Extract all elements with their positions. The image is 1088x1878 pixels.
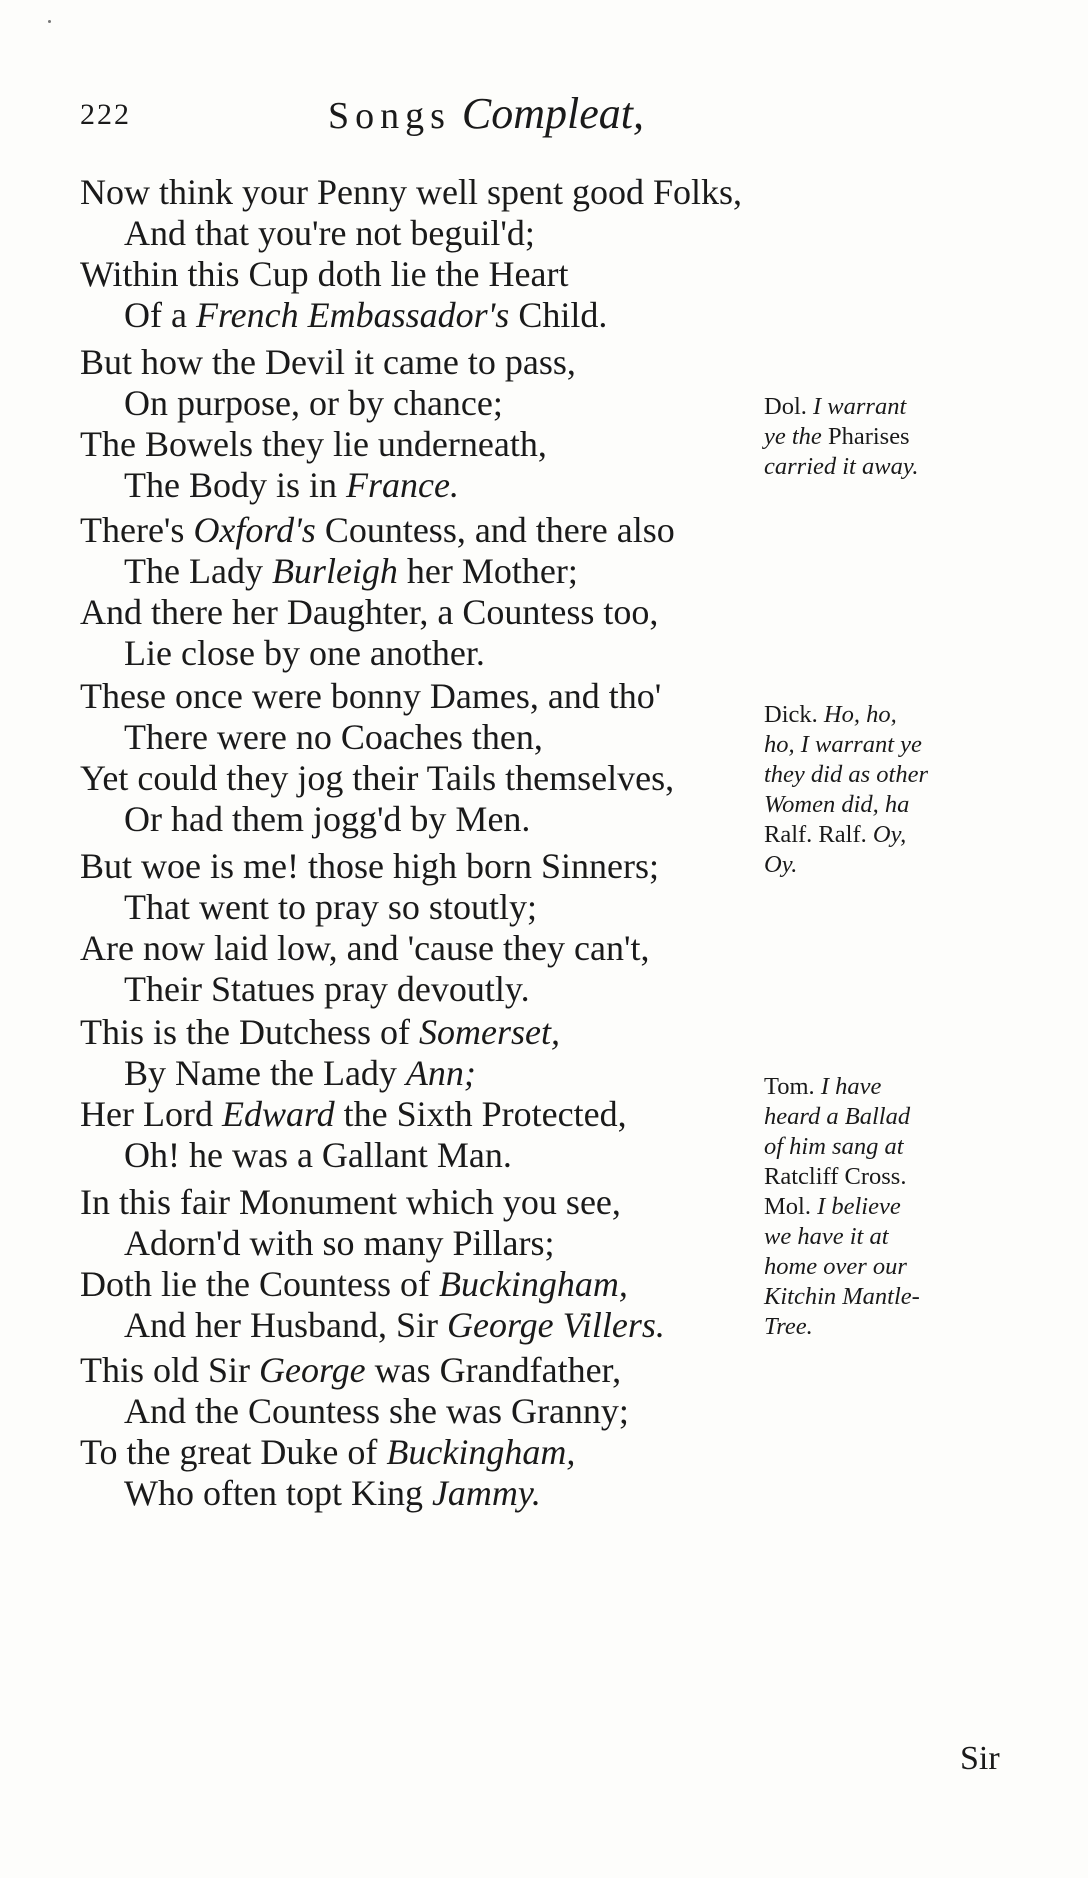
verse-line [80,424,780,465]
note-line [764,1222,1004,1252]
verse-text: Adorn'd with so many Pillars; [124,1223,555,1263]
verse-text: By Name the Lady [124,1053,406,1093]
note-italic-text: they did as other [764,761,928,788]
italic-text: Buckingham, [386,1432,576,1472]
note-line [764,392,1004,422]
verse-line [80,717,780,758]
verse-text: Who often topt King [124,1473,432,1513]
note-italic-text: Oy. [764,851,798,878]
note-line [764,1162,1004,1192]
note-line [764,1192,1004,1222]
verse-text: And the Countess she was Granny; [124,1391,629,1431]
verse-text: There's [80,510,194,550]
note-speaker: Pharises [821,423,910,450]
note-italic-text: home over our [764,1253,907,1280]
verse-text: The Lady [124,551,272,591]
verse-line [80,1135,780,1176]
verse-line [80,510,780,551]
verse-text: was Grandfather, [365,1350,622,1390]
italic-text: George [259,1350,366,1390]
stanza [80,510,780,674]
running-title [328,88,644,139]
note-speaker: Dol. [764,393,813,420]
verse-text: That went to pray so stoutly; [124,887,537,927]
italic-text: Buckingham, [438,1264,628,1304]
italic-text: Edward [221,1094,335,1134]
note-line [764,422,1004,452]
marginal-note [764,392,1004,482]
stanza [80,342,780,506]
note-italic-text: heard a Ballad [764,1103,911,1130]
verse-line [80,592,780,633]
note-speaker: Mol. [764,1193,818,1220]
verse-line [80,172,780,213]
page-number: 222 [80,98,131,131]
note-speaker: Ratcliff Cross. [764,1163,907,1190]
verse-line [80,551,780,592]
verse-line [80,1473,780,1514]
note-line [764,1282,1004,1312]
note-italic-text: we have it at [764,1223,889,1250]
verse-text: Doth lie the Countess of [80,1264,439,1304]
verse-line [80,1053,780,1094]
verse-text: Of a [124,295,196,335]
italic-text: George Villers. [446,1305,665,1345]
verse-line [80,1012,780,1053]
stanza [80,172,780,336]
note-italic-text: Oy, [872,821,907,848]
note-speaker: Tom. [764,1073,821,1100]
verse-text: Lie close by one another. [124,633,485,673]
note-line [764,820,1004,850]
note-speaker: Dick. [764,701,824,728]
verse-line [80,1432,780,1473]
running-title-italic: Compleat, [461,89,645,138]
note-italic-text: Tree. [764,1313,813,1340]
verse-text: In this fair Monument which you see, [80,1182,621,1222]
verse-text: Child. [509,295,608,335]
verse-line [80,846,780,887]
verse-text: her Mother; [397,551,578,591]
italic-text: France. [346,465,459,505]
verse-text: On purpose, or by chance; [124,383,503,423]
verse-text: Oh! he was a Gallant Man. [124,1135,512,1175]
verse-text: There were no Coaches then, [124,717,543,757]
verse-line [80,758,780,799]
note-line [764,790,1004,820]
verse-line [80,383,780,424]
verse-line [80,213,780,254]
note-line [764,452,1004,482]
verse-text: To the great Duke of [80,1432,387,1472]
running-title-caps: Songs [328,95,451,137]
verse-text: These once were bonny Dames, and tho' [80,676,662,716]
stanza [80,1182,780,1346]
verse-line [80,1223,780,1264]
note-italic-text: I have [820,1073,882,1100]
verse-text: Within this Cup doth lie the Heart [80,254,569,294]
stanza [80,846,780,1010]
verse-line [80,887,780,928]
italic-text: Burleigh [271,551,398,591]
note-line [764,700,1004,730]
verse-text: This is the Dutchess of [80,1012,419,1052]
note-italic-text: Ho, ho, [823,701,897,728]
verse-text: Her Lord [80,1094,222,1134]
verse-text: the Sixth Protected, [334,1094,627,1134]
note-line [764,760,1004,790]
verse-text: Countess, and there also [315,510,675,550]
verse-text: Yet could they jog their Tails themselves, [80,758,675,798]
note-italic-text: of him sang at [764,1133,904,1160]
verse-line [80,295,780,336]
verse-text: But how the Devil it came to pass, [80,342,576,382]
verse-text: The Bowels they lie underneath, [80,424,547,464]
italic-text: Oxford's [193,510,316,550]
verse-line [80,799,780,840]
italic-text: Ann; [405,1053,476,1093]
note-italic-text: I warrant [813,393,907,420]
note-line [764,1132,1004,1162]
catchword: Sir [960,1740,1000,1777]
note-italic-text: I believe [817,1193,901,1220]
running-header [80,89,780,142]
verse-line [80,1264,780,1305]
verse-line [80,254,780,295]
italic-text: Jammy. [431,1473,541,1513]
verse-text: This old Sir [80,1350,260,1390]
verse-text: Now think your Penny well spent good Folks, [80,172,742,212]
verse-line [80,676,780,717]
marginal-note [764,1072,1004,1342]
note-line [764,730,1004,760]
note-line [764,1102,1004,1132]
verse-line [80,633,780,674]
verse-line [80,1350,780,1391]
verse-text: And her Husband, Sir [124,1305,447,1345]
note-line [764,1072,1004,1102]
note-italic-text: ye the [764,423,822,450]
stanza [80,1012,780,1176]
paper-speck [48,20,51,23]
note-italic-text: carried it away. [764,453,919,480]
note-italic-text: ho, I warrant ye [764,731,922,758]
verse-line [80,1182,780,1223]
stanza [80,1350,780,1514]
note-italic-text: Kitchin Mantle- [764,1283,920,1310]
note-italic-text: Women did, ha [764,791,910,818]
verse-line [80,969,780,1010]
verse-text: Their Statues pray devoutly. [124,969,530,1009]
verse-text: And there her Daughter, a Countess too, [80,592,659,632]
note-speaker: Ralf. Ralf. [764,821,873,848]
marginal-note [764,700,1004,880]
verse-line [80,928,780,969]
verse-line [80,1305,780,1346]
note-line [764,850,1004,880]
italic-text: Somerset, [418,1012,560,1052]
verse-line [80,1391,780,1432]
verse-text: Are now laid low, and 'cause they can't, [80,928,650,968]
verse-text: And that you're not beguil'd; [124,213,535,253]
stanza [80,676,780,840]
verse-text: Or had them jogg'd by Men. [124,799,531,839]
verse-text: The Body is in [124,465,346,505]
note-line [764,1312,1004,1342]
note-line [764,1252,1004,1282]
verse-text: But woe is me! those high born Sinners; [80,846,659,886]
verse-line [80,1094,780,1135]
verse-line [80,465,780,506]
italic-text: French Embassador's [195,295,510,335]
verse-line [80,342,780,383]
